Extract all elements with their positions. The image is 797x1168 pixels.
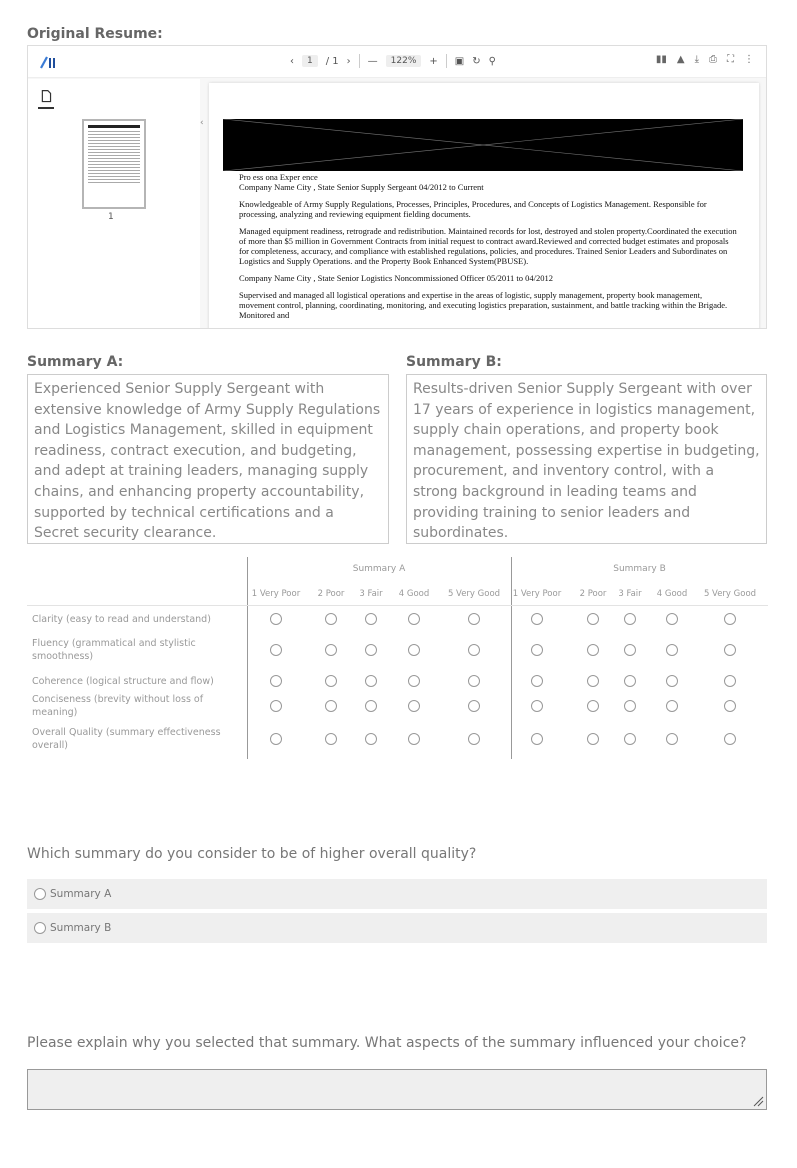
scale-header-b-4: 4 Good	[656, 589, 688, 599]
pdf-nav	[290, 54, 496, 68]
rating-radio-a-1[interactable]	[270, 675, 282, 687]
choice-label: Summary A	[50, 888, 112, 900]
rating-radio-a-1[interactable]	[270, 700, 282, 712]
rating-radio-a-4[interactable]	[408, 700, 420, 712]
scale-header-a-4: 4 Good	[398, 589, 430, 599]
scale-header-b-2: 2 Poor	[579, 589, 607, 599]
comment-icon[interactable]: ▮▮	[655, 54, 667, 65]
scale-header-b-3: 3 Fair	[618, 589, 642, 599]
zoom-out-icon[interactable]: —	[367, 55, 378, 67]
viewer-logo-icon	[40, 54, 56, 70]
rating-radio-a-4[interactable]	[408, 613, 420, 625]
print-icon[interactable]: ⎙	[709, 54, 717, 65]
thumbnail-page-number: 1	[108, 212, 114, 222]
explanation-textarea[interactable]	[27, 1069, 767, 1110]
search-icon[interactable]: ⚲	[488, 55, 496, 67]
redacted-header-image	[223, 119, 743, 171]
rating-radio-b-5[interactable]	[724, 613, 736, 625]
collapse-sidebar-icon[interactable]: ‹	[200, 118, 204, 128]
rotate-icon[interactable]: ↻	[472, 55, 481, 67]
document-icon[interactable]	[38, 87, 54, 109]
scale-header-b-1: 1 Very Poor	[512, 589, 562, 599]
rating-radio-b-5[interactable]	[724, 700, 736, 712]
rating-table	[27, 557, 768, 759]
rating-radio-a-5[interactable]	[468, 644, 480, 656]
scale-header-a-3: 3 Fair	[359, 589, 383, 599]
rating-radio-b-1[interactable]	[531, 613, 543, 625]
rating-radio-b-2[interactable]	[587, 613, 599, 625]
page-thumbnail[interactable]	[82, 119, 146, 209]
rating-radio-b-1[interactable]	[531, 644, 543, 656]
rating-radio-b-4[interactable]	[666, 613, 678, 625]
rating-radio-a-2[interactable]	[325, 613, 337, 625]
group-header-summary-b: Summary B	[613, 564, 666, 574]
original-resume-heading: Original Resume:	[27, 26, 163, 42]
rating-radio-a-2[interactable]	[325, 700, 337, 712]
scale-header-a-1: 1 Very Poor	[251, 589, 301, 599]
radio-button[interactable]	[34, 888, 46, 900]
rating-radio-a-4[interactable]	[408, 733, 420, 745]
table-divider	[247, 557, 248, 759]
rating-radio-a-3[interactable]	[365, 644, 377, 656]
rating-radio-a-1[interactable]	[270, 733, 282, 745]
rating-radio-a-5[interactable]	[468, 675, 480, 687]
rating-radio-b-2[interactable]	[587, 733, 599, 745]
rating-radio-a-5[interactable]	[468, 613, 480, 625]
summary-a-heading: Summary A:	[27, 354, 124, 370]
rating-radio-b-4[interactable]	[666, 675, 678, 687]
rating-radio-a-1[interactable]	[270, 613, 282, 625]
resume-section-title: Pro ess ona Exper ence	[239, 172, 318, 182]
rating-radio-b-5[interactable]	[724, 675, 736, 687]
choice-label: Summary B	[50, 922, 112, 934]
rating-radio-b-3[interactable]	[624, 675, 636, 687]
rating-radio-a-3[interactable]	[365, 675, 377, 687]
next-page-icon[interactable]: ›	[346, 55, 351, 67]
rating-radio-a-4[interactable]	[408, 644, 420, 656]
rating-radio-a-2[interactable]	[325, 675, 337, 687]
scale-header-a-5: 5 Very Good	[447, 589, 501, 599]
criterion-label: Clarity (easy to read and understand)	[32, 614, 211, 625]
resume-paragraph: Managed equipment readiness, retrograde and redistribution. Maintained records for lost, destroyed and stolen property.Coordinated the execution of more than $5 million in Government Contracts from initial request to contract award.Reviewed and corrected budget estimates and proposals for completeness, accuracy, and compliance with established regulations, policies, and procedures. Trained Senior Leaders and Subordinates on Logistics and Supply Operations. and the Property Book Enhanced System(PBUSE).	[239, 226, 737, 266]
resume-paragraph: Supervised and managed all logistical operations and expertise in the areas of logistic, supply management, property book management, movement control, planning, coordinating, monitoring, and executing logistics preparation, sustainment, and battle tracking within the Brigade. Monitored and	[239, 290, 728, 320]
summary-a-text: Experienced Senior Supply Sergeant with extensive knowledge of Army Supply Regulations and Logistics Management, skilled in equipment readiness, contract execution, and budgeting, and adept at training leaders, managing supply chains, and enhancing property accountability, supported by technical certifications and a Secret security clearance.	[27, 374, 389, 544]
pdf-page	[209, 83, 759, 329]
page-total: / 1	[325, 55, 339, 67]
thumbnail-sidebar	[28, 79, 200, 329]
rating-radio-b-1[interactable]	[531, 733, 543, 745]
criterion-label: Conciseness (brevity without loss of meaning)	[32, 694, 204, 718]
rating-radio-b-1[interactable]	[531, 700, 543, 712]
more-menu-icon[interactable]: ⋮	[744, 54, 754, 65]
rating-radio-a-5[interactable]	[468, 700, 480, 712]
explain-question: Please explain why you selected that summary. What aspects of the summary influenced your choice?	[27, 1035, 747, 1051]
choice-option-summary-b[interactable]	[27, 913, 767, 943]
rating-radio-a-2[interactable]	[325, 733, 337, 745]
rating-radio-a-3[interactable]	[365, 700, 377, 712]
resume-job-2: Company Name City , State Senior Logistics Noncommissioned Officer 05/2011 to 04/2012	[239, 273, 553, 283]
rating-radio-b-4[interactable]	[666, 644, 678, 656]
rating-radio-b-5[interactable]	[724, 733, 736, 745]
scale-header-a-2: 2 Poor	[317, 589, 345, 599]
summary-b-text: Results-driven Senior Supply Sergeant with over 17 years of experience in logistics management, supply chain operations, and property book management, possessing expertise in budgeting, procurement, and inventory control, with a strong background in leading teams and providing training to senior leaders and subordinates.	[406, 374, 767, 544]
rating-radio-a-5[interactable]	[468, 733, 480, 745]
prev-page-icon[interactable]: ‹	[290, 55, 294, 67]
download-icon[interactable]: ⤓	[694, 54, 699, 65]
resize-handle-icon[interactable]	[752, 1095, 764, 1107]
radio-button[interactable]	[34, 922, 46, 934]
rating-radio-b-3[interactable]	[624, 613, 636, 625]
resume-job-1: Company Name City , State Senior Supply Sergeant 04/2012 to Current	[239, 182, 484, 192]
page-number-input[interactable]: 1	[302, 55, 318, 67]
rating-radio-a-1[interactable]	[270, 644, 282, 656]
table-header-rule	[27, 605, 768, 606]
rating-radio-b-4[interactable]	[666, 733, 678, 745]
pdf-right-tools	[656, 54, 754, 65]
rating-radio-b-2[interactable]	[587, 700, 599, 712]
group-header-summary-a: Summary A	[352, 564, 406, 574]
table-divider	[511, 557, 512, 759]
rating-radio-b-3[interactable]	[624, 700, 636, 712]
rating-radio-b-3[interactable]	[624, 644, 636, 656]
zoom-in-icon[interactable]: +	[429, 55, 438, 67]
scale-header-b-5: 5 Very Good	[703, 589, 757, 599]
toolbar-divider	[359, 54, 360, 68]
rating-radio-a-3[interactable]	[365, 613, 377, 625]
rating-radio-b-4[interactable]	[666, 700, 678, 712]
rating-radio-a-2[interactable]	[325, 644, 337, 656]
rating-radio-b-1[interactable]	[531, 675, 543, 687]
fit-page-icon[interactable]: ▣	[454, 55, 465, 67]
resume-text	[239, 172, 739, 327]
rating-radio-a-4[interactable]	[408, 675, 420, 687]
choice-question: Which summary do you consider to be of higher overall quality?	[27, 846, 477, 862]
fullscreen-icon[interactable]: ⛶	[727, 54, 734, 65]
rating-radio-b-5[interactable]	[724, 644, 736, 656]
resume-paragraph: Knowledgeable of Army Supply Regulations, Processes, Principles, Procedures, and Concepts of Logistics Management. Responsible for processing, analyzing and reviewing equipment fielding documents.	[239, 199, 707, 219]
pdf-toolbar	[28, 46, 766, 78]
rating-radio-b-2[interactable]	[587, 644, 599, 656]
zoom-level[interactable]: 122%	[386, 55, 422, 67]
sign-icon[interactable]: ▲	[676, 54, 685, 65]
rating-radio-a-3[interactable]	[365, 733, 377, 745]
criterion-label: Coherence (logical structure and flow)	[32, 676, 214, 687]
criterion-label: Overall Quality (summary effectiveness overall)	[32, 727, 221, 751]
criterion-label: Fluency (grammatical and stylistic smoothness)	[32, 638, 196, 662]
rating-radio-b-2[interactable]	[587, 675, 599, 687]
summary-b-heading: Summary B:	[406, 354, 502, 370]
rating-radio-b-3[interactable]	[624, 733, 636, 745]
choice-option-summary-a[interactable]	[27, 879, 767, 909]
pdf-viewer[interactable]	[27, 45, 767, 329]
toolbar-divider	[446, 54, 447, 68]
